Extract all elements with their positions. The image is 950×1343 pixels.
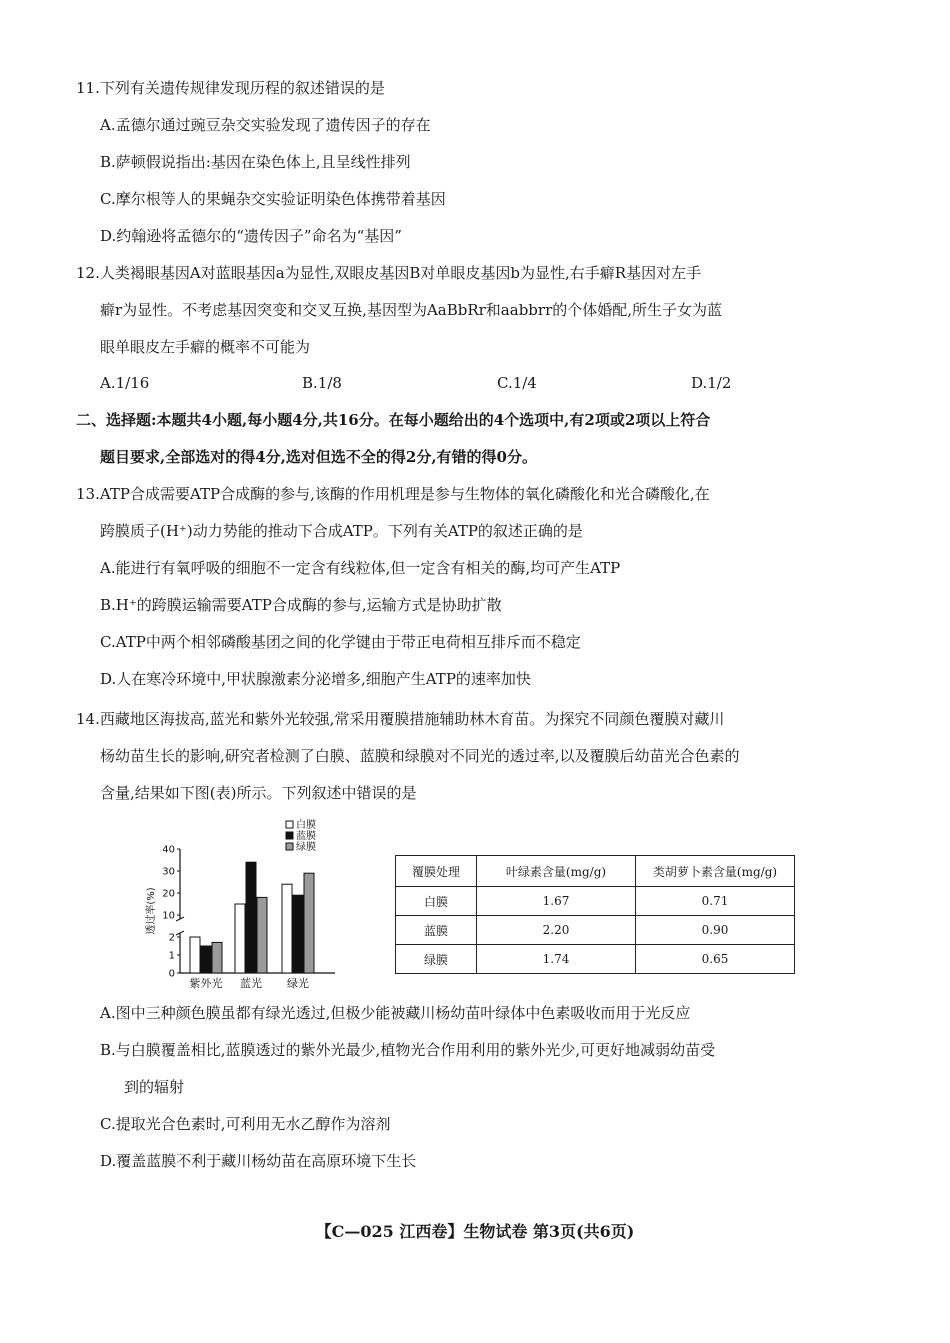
y-tick-label: 30 xyxy=(162,866,175,878)
table-header-row xyxy=(396,856,795,887)
y-axis-label: 透过率(%) xyxy=(146,887,157,935)
table-cell: 0.71 xyxy=(636,887,795,916)
question-12-option-d: D.1/2 xyxy=(691,374,732,392)
x-category-label: 紫外光 xyxy=(189,977,223,990)
table-cell: 绿膜 xyxy=(396,945,477,974)
question-13-option-c: C.ATP中两个相邻磷酸基团之间的化学键由于带正电荷相互排斥而不稳定 xyxy=(100,633,581,651)
question-14-option-a: A.图中三种颜色膜虽都有绿光透过,但极少能被藏川杨幼苗叶绿体中色素吸收而用于光反应 xyxy=(100,1004,691,1022)
legend-swatch xyxy=(286,821,293,828)
question-12-option-b: B.1/8 xyxy=(302,374,342,392)
bar-蓝膜 xyxy=(201,946,211,973)
page-footer: 【C—025 江西卷】生物试卷 第3页(共6页) xyxy=(315,1222,635,1241)
question-11-stem: 11.下列有关遗传规律发现历程的叙述错误的是 xyxy=(76,79,385,97)
bar-蓝膜 xyxy=(293,895,303,973)
bar-白膜 xyxy=(282,884,292,973)
question-13-stem-1: 13.ATP合成需要ATP合成酶的参与,该酶的作用机理是参与生物体的氧化磷酸化和光合磷酸化,在 xyxy=(76,485,710,503)
y-tick-label: 20 xyxy=(162,888,175,900)
question-13-option-d: D.人在寒冷环境中,甲状腺激素分泌增多,细胞产生ATP的速率加快 xyxy=(100,670,531,688)
legend-swatch xyxy=(286,832,293,839)
table-header-cell: 覆膜处理 xyxy=(396,856,477,887)
table-cell: 蓝膜 xyxy=(396,916,477,945)
transmittance-bar-chart xyxy=(140,815,340,995)
y-tick-label: 10 xyxy=(162,910,175,922)
legend-swatch xyxy=(286,843,293,850)
question-14-stem-1: 14.西藏地区海拔高,蓝光和紫外光较强,常采用覆膜措施辅助林木育苗。为探究不同颜色覆膜对藏川 xyxy=(76,710,725,728)
legend-label: 蓝膜 xyxy=(296,831,316,842)
bar-白膜 xyxy=(190,937,200,973)
section-2-heading-2: 题目要求,全部选对的得4分,选对但选不全的得2分,有错的得0分。 xyxy=(100,448,537,466)
question-14-option-c: C.提取光合色素时,可利用无水乙醇作为溶剂 xyxy=(100,1115,391,1133)
y-tick-label: 0 xyxy=(168,968,175,980)
question-12-stem-1: 12.人类褐眼基因A对蓝眼基因a为显性,双眼皮基因B对单眼皮基因b为显性,右手癖R基因对左手 xyxy=(76,264,702,282)
table-row xyxy=(396,945,795,974)
question-13-stem-2: 跨膜质子(H⁺)动力势能的推动下合成ATP。下列有关ATP的叙述正确的是 xyxy=(100,522,583,540)
x-category-label: 蓝光 xyxy=(240,977,262,990)
legend-label: 白膜 xyxy=(296,820,316,831)
table-cell: 0.65 xyxy=(636,945,795,974)
table-row xyxy=(396,916,795,945)
table-cell: 白膜 xyxy=(396,887,477,916)
question-12-stem-3: 眼单眼皮左手癖的概率不可能为 xyxy=(100,338,311,356)
table-cell: 1.74 xyxy=(477,945,636,974)
bar-绿膜 xyxy=(212,942,222,973)
question-12-option-c: C.1/4 xyxy=(497,374,537,392)
question-13-option-b: B.H⁺的跨膜运输需要ATP合成酶的参与,运输方式是协助扩散 xyxy=(100,596,502,614)
question-14-option-b-1: B.与白膜覆盖相比,蓝膜透过的紫外光最少,植物光合作用利用的紫外光少,可更好地减弱幼苗受 xyxy=(100,1041,716,1059)
question-11-option-a: A.孟德尔通过豌豆杂交实验发现了遗传因子的存在 xyxy=(100,116,431,134)
table-cell: 1.67 xyxy=(477,887,636,916)
legend-label: 绿膜 xyxy=(296,842,316,853)
question-11-option-d: D.约翰逊将孟德尔的“遗传因子”命名为“基因” xyxy=(100,227,402,245)
question-11-option-c: C.摩尔根等人的果蝇杂交实验证明染色体携带着基因 xyxy=(100,190,446,208)
y-tick-label: 40 xyxy=(162,844,175,856)
question-14-option-b-2: 到的辐射 xyxy=(124,1078,185,1096)
bar-白膜 xyxy=(235,904,245,973)
bar-绿膜 xyxy=(257,897,267,973)
bar-绿膜 xyxy=(304,873,314,973)
question-14-option-d: D.覆盖蓝膜不利于藏川杨幼苗在高原环境下生长 xyxy=(100,1152,417,1170)
y-tick-label: 2 xyxy=(168,932,175,944)
table-cell: 2.20 xyxy=(477,916,636,945)
table-header-cell: 类胡萝卜素含量(mg/g) xyxy=(636,856,795,887)
question-14-stem-2: 杨幼苗生长的影响,研究者检测了白膜、蓝膜和绿膜对不同光的透过率,以及覆膜后幼苗光合色素的 xyxy=(100,747,740,765)
table-cell: 0.90 xyxy=(636,916,795,945)
question-12-stem-2: 癖r为显性。不考虑基因突变和交叉互换,基因型为AaBbRr和aabbrr的个体婚配,所生子女为蓝 xyxy=(100,301,723,319)
section-2-heading-1: 二、选择题:本题共4小题,每小题4分,共16分。在每小题给出的4个选项中,有2项或2项以上符合 xyxy=(76,411,711,429)
y-tick-label: 1 xyxy=(168,950,175,962)
question-12-option-a: A.1/16 xyxy=(100,374,150,392)
question-13-option-a: A.能进行有氧呼吸的细胞不一定含有线粒体,但一定含有相关的酶,均可产生ATP xyxy=(100,559,621,577)
table-header-cell: 叶绿素含量(mg/g) xyxy=(477,856,636,887)
bar-蓝膜 xyxy=(246,862,256,973)
x-category-label: 绿光 xyxy=(287,977,309,990)
question-14-stem-3: 含量,结果如下图(表)所示。下列叙述中错误的是 xyxy=(100,784,417,802)
pigment-content-table xyxy=(395,855,795,974)
question-11-option-b: B.萨顿假说指出:基因在染色体上,且呈线性排列 xyxy=(100,153,411,171)
table-row xyxy=(396,887,795,916)
